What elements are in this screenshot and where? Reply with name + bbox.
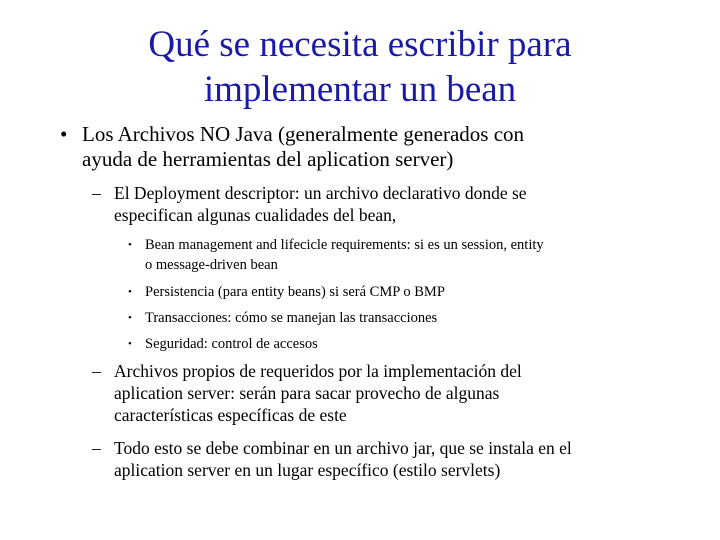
bullet-line: aplication server en un lugar específico (estilo servlets) — [114, 460, 501, 480]
bullet-line: Los Archivos NO Java (generalmente generados con — [82, 122, 525, 146]
bullet-marker: • — [128, 286, 132, 298]
bullet-line: Persistencia (para entity beans) si será CMP o BMP — [145, 284, 445, 300]
bullet-line: Archivos propios de requeridos por la implementación del — [114, 361, 522, 381]
bullet-text — [82, 122, 524, 172]
slide-title — [60, 22, 660, 112]
bullet-line: especifican algunas cualidades del bean, — [114, 205, 397, 225]
bullet-line: Seguridad: control de accesos — [145, 336, 318, 352]
bullet-line: Bean management and lifecicle requirements: si es un session, entity — [145, 237, 544, 253]
bullet-marker: • — [128, 312, 132, 324]
bullet-marker: • — [128, 338, 132, 350]
bullet-line: ayuda de herramientas del aplication server) — [82, 147, 454, 171]
bullet-text — [145, 308, 437, 328]
bullet-text — [114, 360, 522, 426]
bullet-line: aplication server: serán para sacar provecho de algunas — [114, 383, 500, 403]
bullet-line: características específicas de este — [114, 405, 347, 425]
title-line: implementar un bean — [203, 69, 517, 110]
bullet-text — [145, 282, 445, 302]
bullet-marker: – — [92, 183, 101, 203]
bullet-marker: – — [92, 438, 101, 458]
bullet-text — [145, 235, 544, 275]
title-line: Qué se necesita escribir para — [148, 24, 572, 65]
bullet-line: Transacciones: cómo se manejan las transacciones — [145, 310, 438, 326]
bullet-marker: • — [128, 239, 132, 251]
bullet-text — [114, 182, 527, 226]
bullet-marker: – — [92, 361, 101, 381]
bullet-line: Todo esto se debe combinar en un archivo jar, que se instala en el — [114, 438, 572, 458]
bullet-line: o message-driven bean — [145, 257, 278, 273]
bullet-line: El Deployment descriptor: un archivo declarativo donde se — [114, 183, 527, 203]
bullet-text — [114, 437, 572, 481]
bullet-text — [145, 334, 318, 354]
bullet-marker: • — [60, 122, 68, 146]
